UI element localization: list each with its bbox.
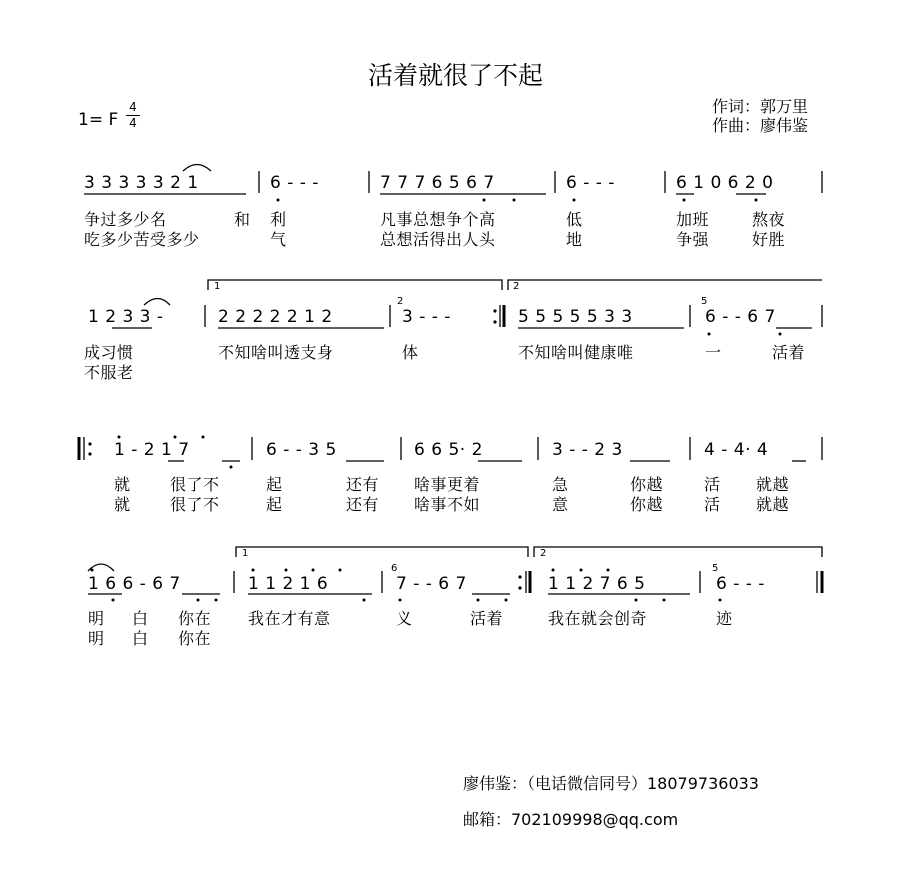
lyric: 不知啥叫健康唯 [518, 343, 634, 362]
measure: 6 - - 6 7 [705, 307, 776, 327]
grace-note: 6 [391, 563, 398, 574]
measure: 3 3 3 3 3 2 1 [84, 173, 199, 193]
measure: 2 2 2 2 2 1 2 [218, 307, 333, 327]
lyric: 起 [266, 475, 283, 494]
lyric: 意 [552, 495, 569, 514]
measure: 1 2 3 3 - [88, 307, 164, 327]
lyric: 起 [266, 495, 283, 514]
lyric: 很了不 [170, 475, 220, 494]
lyric: 还有 [346, 495, 380, 514]
lyric: 加班 [676, 210, 710, 229]
email-info: 邮箱：702109998@qq.com [463, 810, 679, 829]
volta-number: 1 [242, 548, 249, 559]
lyric: 你越 [630, 475, 664, 494]
grace-note: 5 [712, 563, 719, 574]
measure: 6 1 0 6 2 0 [676, 173, 774, 193]
lyric: 白 [132, 609, 149, 628]
lyric: 熬夜 [752, 210, 786, 229]
lyric: 急 [552, 475, 569, 494]
measure: 1 1 2 1 6 [248, 574, 329, 594]
measure: 1 6 6 - 6 7 [88, 574, 181, 594]
lyric: 低 [566, 210, 583, 229]
lyric: 吃多少苦受多少 [84, 230, 200, 249]
measure: 7 - - 6 7 [396, 574, 467, 594]
lyric: 好胜 [752, 230, 786, 249]
lyric: 还有 [346, 475, 380, 494]
contact-info: 廖伟鉴：（电话微信同号）18079736033 [463, 774, 759, 793]
measure: 6 - - - [716, 574, 765, 594]
lyric: 你越 [630, 495, 664, 514]
lyric: 啥事更着 [414, 475, 481, 494]
measure: 4 - 4· 4 [704, 440, 769, 460]
measure: 6 - - 3 5 [266, 440, 337, 460]
grace-note: 2 [397, 296, 404, 307]
measure: 6 - - - [270, 173, 319, 193]
lyric: 白 [132, 629, 149, 648]
lyric: 明 [88, 609, 105, 628]
lyric: 迹 [716, 609, 733, 628]
lyric: 活 [704, 495, 721, 514]
measure: 5 5 5 5 5 3 3 [518, 307, 633, 327]
lyric: 活着 [772, 343, 806, 362]
lyric: 一 [705, 343, 722, 362]
measure: 6 6 5· 2 [414, 440, 483, 460]
measure: 3 - - 2 3 [552, 440, 623, 460]
meter-bottom: 4 [129, 116, 137, 130]
lyric: 就 [114, 495, 131, 514]
lyric: 体 [402, 343, 419, 362]
lyric: 就 [114, 475, 131, 494]
measure: 7 7 7 6 5 6 7 [380, 173, 495, 193]
measure: 1 1 2 7 6 5 [548, 574, 646, 594]
lyric: 气 [270, 230, 287, 249]
lyric: 地 [566, 230, 583, 249]
lyric: 利 [270, 210, 287, 229]
lyric: 和 [234, 210, 251, 229]
lyric: 就越 [756, 495, 790, 514]
lyric: 争过多少名 [84, 210, 167, 229]
meter-top: 4 [129, 100, 137, 114]
lyric: 你在 [178, 609, 212, 628]
volta-number: 2 [513, 281, 520, 292]
lyric: 活 [704, 475, 721, 494]
lyric: 我在才有意 [248, 609, 331, 628]
lyric: 不知啥叫透支身 [218, 343, 334, 362]
lyric: 争强 [676, 230, 710, 249]
song-title: 活着就很了不起 [367, 61, 543, 90]
volta-number: 2 [540, 548, 547, 559]
lyric: 凡事总想争个高 [380, 210, 496, 229]
lyric: 总想活得出人头 [380, 230, 496, 249]
measure: 6 - - - [566, 173, 615, 193]
lyric: 明 [88, 629, 105, 648]
volta-number: 1 [214, 281, 221, 292]
lyric: 义 [396, 609, 413, 628]
lyric: 就越 [756, 475, 790, 494]
lyric: 不服老 [84, 363, 134, 382]
measure: 3 - - - [402, 307, 451, 327]
key-signature: 1= F [78, 110, 119, 130]
grace-note: 5 [701, 296, 708, 307]
lyric: 啥事不如 [414, 495, 481, 514]
lyric: 很了不 [170, 495, 220, 514]
lyric: 我在就会创奇 [548, 609, 648, 628]
composer-credit: 作曲：廖伟鉴 [712, 116, 809, 135]
lyric: 成习惯 [84, 343, 134, 362]
lyricist-credit: 作词：郭万里 [712, 97, 809, 116]
lyric: 活着 [470, 609, 504, 628]
lyric: 你在 [178, 629, 212, 648]
measure: 1 - 2 1 7 [114, 440, 190, 460]
